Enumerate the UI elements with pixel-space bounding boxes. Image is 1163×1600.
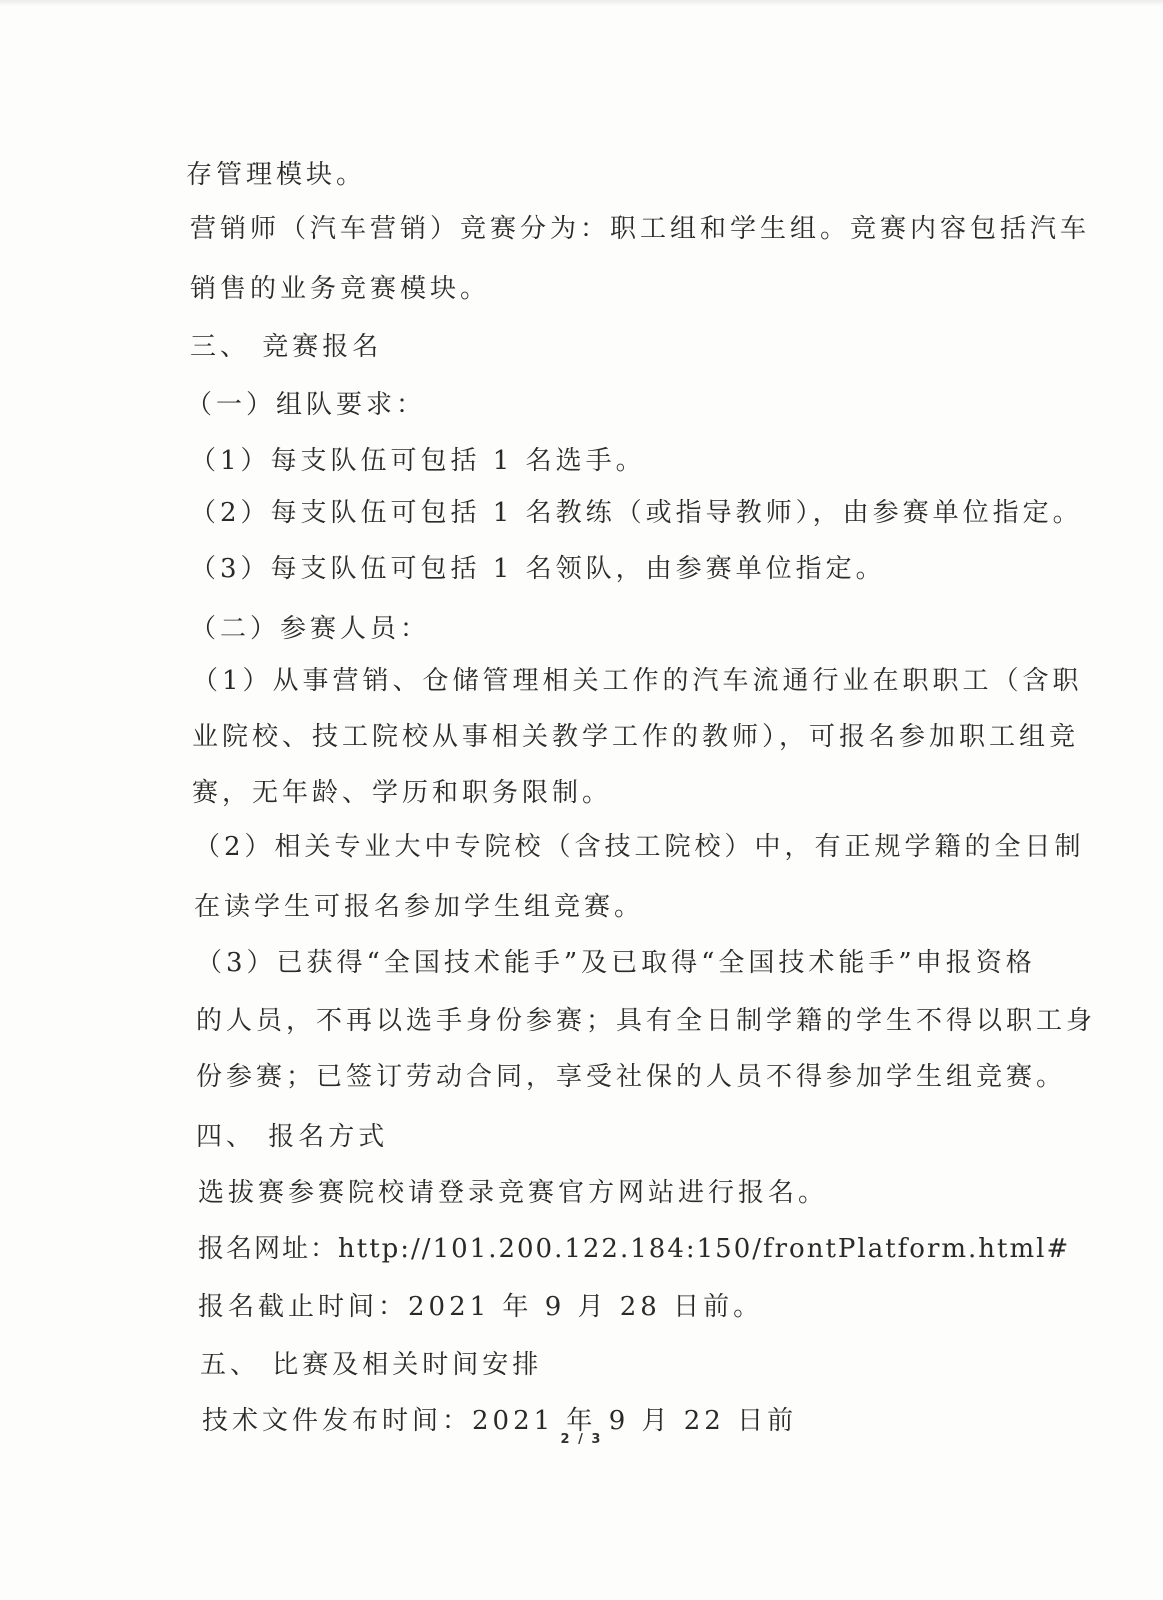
text-line-participants-1c: 赛，无年龄、学历和职务限制。	[192, 778, 613, 808]
subsection-heading-team: （一）组队要求：	[186, 390, 427, 420]
text-line-participants-1b: 业院校、技工院校从事相关教学工作的教师），可报名参加职工组竞	[192, 722, 1080, 752]
text-line-participants-3c: 份参赛；已签订劳动合同，享受社保的人员不得参加学生组竞赛。	[196, 1062, 1067, 1092]
subsection-heading-participants: （二）参赛人员：	[190, 614, 431, 644]
text-line-participants-3b: 的人员，不再以选手身份参赛；具有全日制学籍的学生不得以职工身	[196, 1006, 1097, 1036]
section-heading-4: 四、 报名方式	[196, 1122, 389, 1152]
section-heading-5: 五、 比赛及相关时间安排	[200, 1350, 543, 1380]
text-line-2: 营销师（汽车营销）竞赛分为：职工组和学生组。竞赛内容包括汽车	[190, 214, 1091, 244]
text-line-1: 存管理模块。	[186, 160, 367, 190]
text-line-participants-2b: 在读学生可报名参加学生组竞赛。	[194, 892, 645, 922]
text-line-registration: 选拔赛参赛院校请登录竞赛官方网站进行报名。	[198, 1178, 829, 1208]
text-line-participants-3a: （3）已获得“全国技术能手”及已取得“全国技术能手”申报资格	[196, 948, 1036, 978]
text-line-3: 销售的业务竞赛模块。	[190, 274, 491, 304]
scan-edge	[0, 0, 1163, 6]
text-line-tech-docs: 技术文件发布时间：2021 年 9 月 22 日前	[202, 1406, 798, 1436]
text-line-participants-2a: （2）相关专业大中专院校（含技工院校）中，有正规学籍的全日制	[194, 832, 1085, 862]
text-line-deadline: 报名截止时间：2021 年 9 月 28 日前。	[198, 1292, 764, 1322]
text-line-team-1: （1）每支队伍可包括 1 名选手。	[190, 446, 646, 476]
text-line-team-2: （2）每支队伍可包括 1 名教练（或指导教师），由参赛单位指定。	[190, 498, 1083, 528]
text-line-team-3: （3）每支队伍可包括 1 名领队，由参赛单位指定。	[190, 554, 886, 584]
text-line-participants-1a: （1）从事营销、仓储管理相关工作的汽车流通行业在职职工（含职	[192, 666, 1083, 696]
section-heading-3: 三、 竞赛报名	[190, 332, 383, 362]
text-line-registration-url: 报名网址：http://101.200.122.184:150/frontPlatform.html#	[198, 1234, 1071, 1264]
page-number: 2 / 3	[560, 1432, 603, 1447]
